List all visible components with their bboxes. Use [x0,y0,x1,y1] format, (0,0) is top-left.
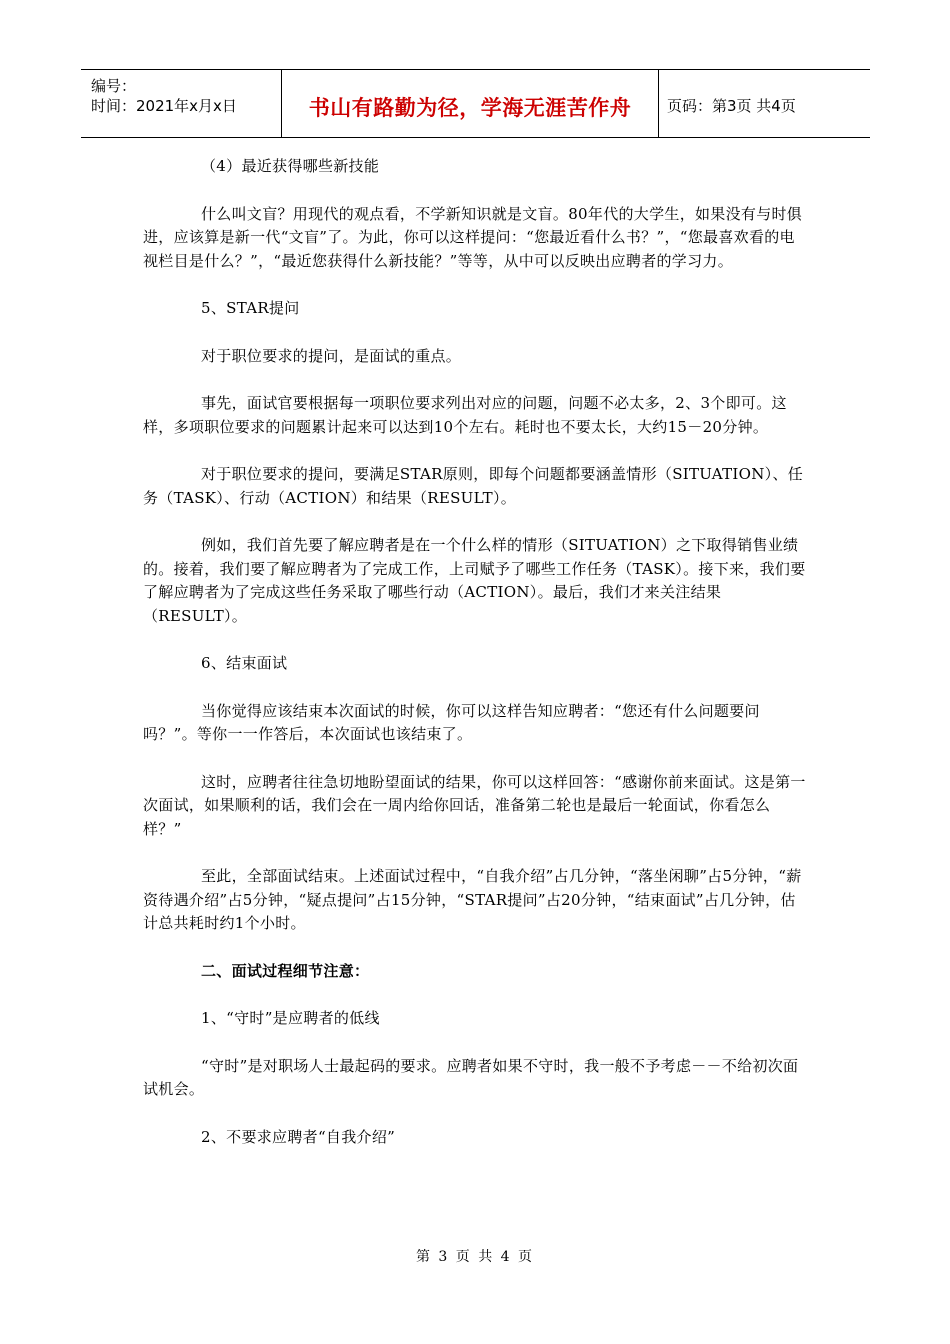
paragraph: 这时，应聘者往往急切地盼望面试的结果，你可以这样回答：“感谢你前来面试。这是第一次面试，如果顺利的话，我们会在一周内给你回话，准备第二轮也是最后一轮面试，你看怎么样？” [143,772,806,838]
paragraph: 1、“守时”是应聘者的低线 [201,1009,380,1027]
header-motto-cell [282,70,659,137]
paragraph: 事先，面试官要根据每一项职位要求列出对应的问题，问题不必太多，2、3个即可。这样，多项职位要求的问题累计起来可以达到10个左右。耗时也不要太长，大约15－20分钟。 [143,394,787,436]
paragraph: 2、不要求应聘者“自我介绍” [201,1127,396,1146]
paragraph: 至此，全部面试结束。上述面试过程中，“自我介绍”占几分钟，“落坐闲聊”占5分钟，“薪资待遇介绍”占5分钟，“疑点提问”占15分钟，“STAR提问”占20分钟，“结束面试”占几分钟，估计总共耗时约1个小时。 [143,867,802,932]
header-page-cell [659,70,870,137]
paragraph: 5、STAR提问 [201,299,300,317]
paragraph: 对于职位要求的提问，要满足STAR原则，即每个问题都要涵盖情形（SITUATION）、任务（TASK）、行动（ACTION）和结果（RESULT）。 [143,465,804,507]
document-body [143,155,808,1173]
header-meta [81,70,282,137]
motto: 书山有路勤为径，学海无涯苦作舟 [308,96,632,120]
date-line: 时间：2021年x月x日 [91,97,237,115]
page-info: 页码：第3页 共4页 [667,97,796,115]
paragraph: （4）最近获得哪些新技能 [201,157,380,175]
number-label: 编号： [91,77,137,95]
paragraph: 例如，我们首先要了解应聘者是在一个什么样的情形（SITUATION）之下取得销售业绩的。接着，我们要了解应聘者为了完成工作，上司赋予了哪些工作任务（TASK）。接下来，我们要了解应聘者为了完成这些任务采取了哪些行动（ACTION）。最后，我们才来关注结果（RESULT）。 [143,536,806,625]
paragraph: 当你觉得应该结束本次面试的时候，你可以这样告知应聘者：“您还有什么问题要问吗？”。等你一一作答后，本次面试也该结束了。 [143,701,760,743]
page-header [81,69,870,138]
paragraph: 什么叫文盲？用现代的观点看，不学新知识就是文盲。80年代的大学生，如果没有与时俱进，应该算是新一代“文盲”了。为此，你可以这样提问：“您最近看什么书？”，“您最喜欢看的电视栏目是什么？”，“最近您获得什么新技能？”等等，从中可以反映出应聘者的学习力。 [143,204,803,270]
paragraph: “守时”是对职场人士最起码的要求。应聘者如果不守时，我一般不予考虑－－不给初次面试机会。 [143,1056,799,1098]
section-heading: 二、面试过程细节注意： [201,961,370,980]
paragraph: 对于职位要求的提问，是面试的重点。 [201,346,462,365]
paragraph: 6、结束面试 [201,654,288,672]
page-footer: 第 3 页 共 4 页 [415,1249,535,1265]
